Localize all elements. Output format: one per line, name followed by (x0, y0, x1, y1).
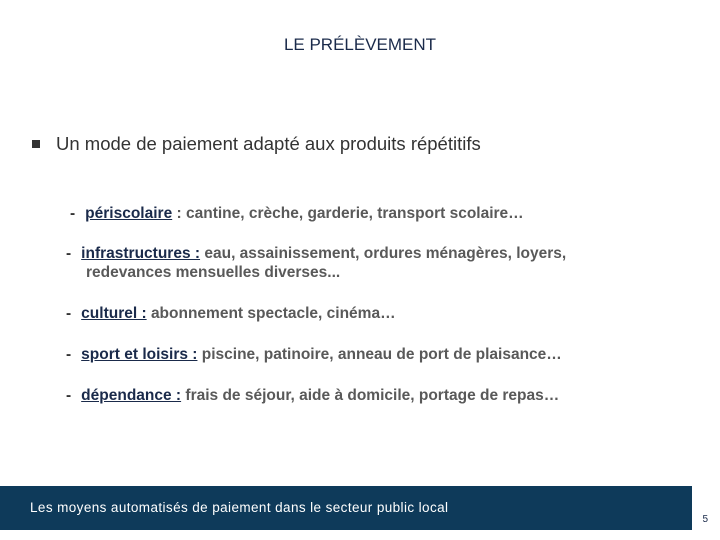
slide-title: LE PRÉLÈVEMENT (283, 35, 437, 54)
main-bullet (32, 133, 481, 155)
footer-bar (0, 486, 692, 530)
list-item-sport-loisirs (66, 345, 562, 364)
item-term: dépendance : (81, 387, 182, 404)
item-separator: : (172, 205, 186, 222)
main-bullet-text: Un mode de paiement adapté aux produits répétitifs (56, 133, 481, 154)
item-text: frais de séjour, aide à domicile, portage de repas… (185, 387, 560, 404)
item-continuation: redevances mensuelles diverses... (86, 264, 341, 281)
item-dash: - (66, 305, 72, 322)
list-item-periscolaire (70, 204, 524, 223)
list-item-culturel (66, 304, 396, 323)
square-bullet-icon (32, 140, 40, 148)
item-term: culturel : (81, 305, 147, 322)
footer-text: Les moyens automatisés de paiement dans le secteur public local (30, 500, 449, 515)
item-text: cantine, crèche, garderie, transport scolaire… (185, 205, 524, 222)
item-term: périscolaire (85, 205, 173, 222)
page-number: 5 (702, 514, 708, 525)
item-term: sport et loisirs : (81, 346, 198, 363)
item-dash: - (66, 346, 72, 363)
list-item-infrastructures (66, 244, 566, 282)
item-dash: - (70, 205, 76, 222)
item-term: infrastructures : (81, 245, 201, 262)
item-text: eau, assainissement, ordures ménagères, loyers, (204, 245, 567, 262)
item-dash: - (66, 245, 72, 262)
list-item-dependance (66, 386, 559, 405)
item-dash: - (66, 387, 72, 404)
item-text: abonnement spectacle, cinéma… (150, 305, 396, 322)
item-text: piscine, patinoire, anneau de port de plaisance… (201, 346, 562, 363)
